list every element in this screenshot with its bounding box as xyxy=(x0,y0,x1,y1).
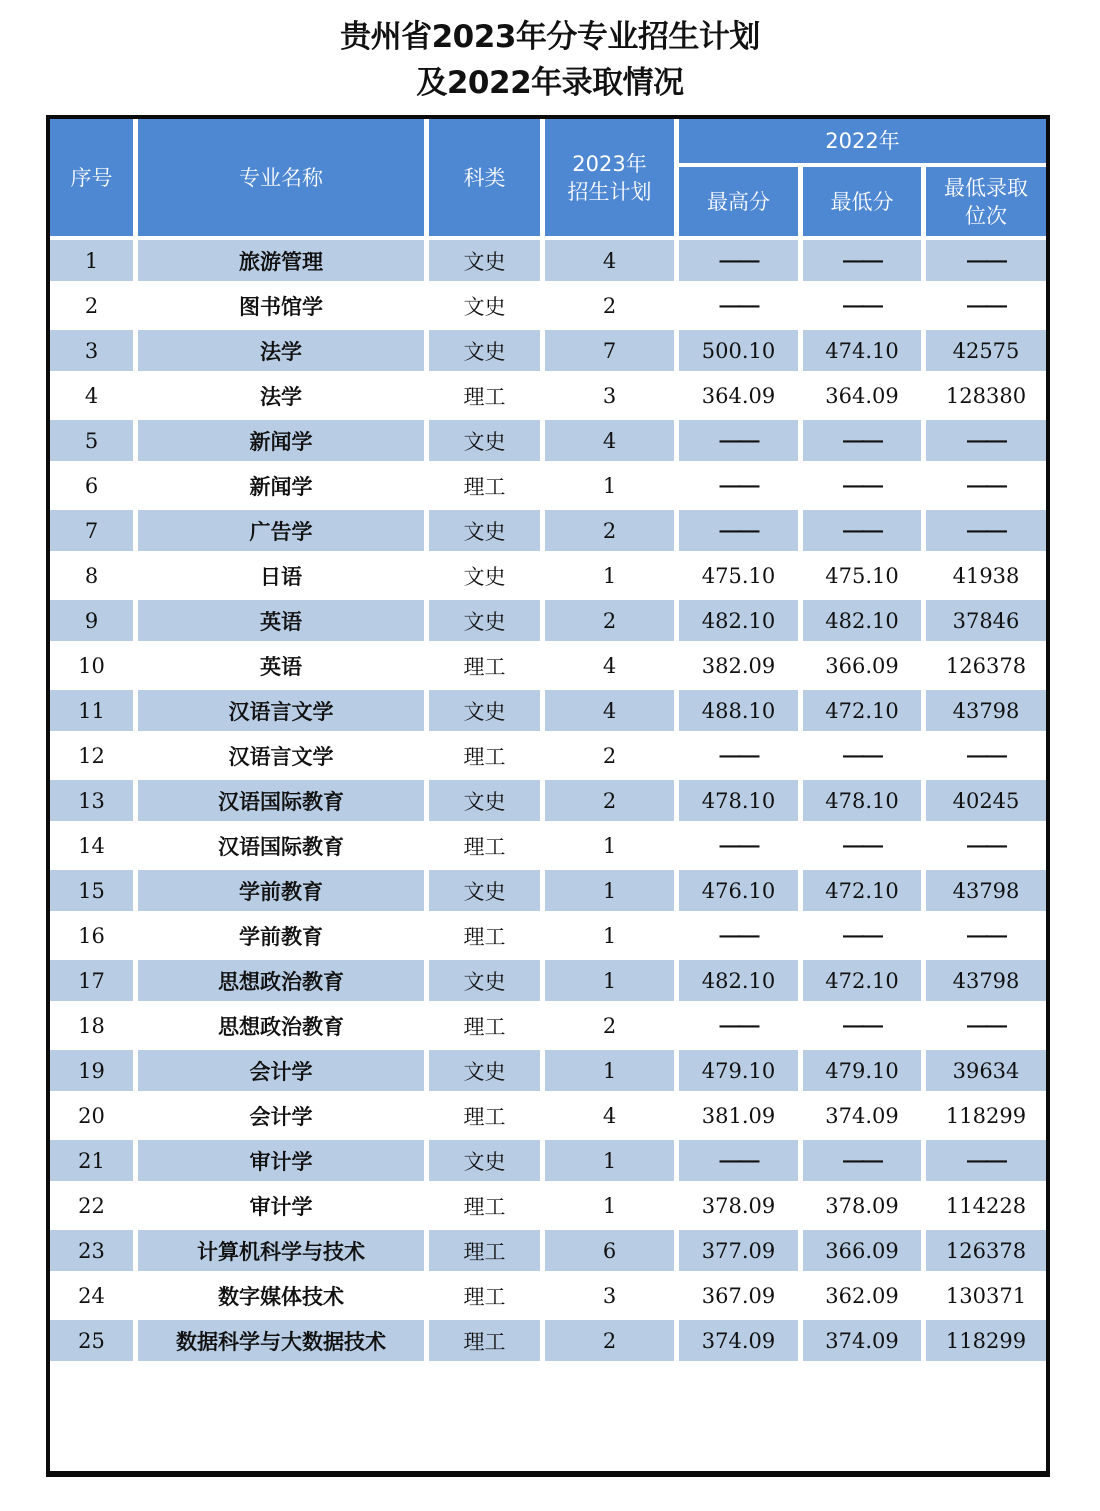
cell-min-score: 374.09 xyxy=(803,1320,921,1361)
cell-name: 数字媒体技术 xyxy=(138,1275,424,1316)
cell-category: 理工 xyxy=(429,645,540,686)
cell-seq: 22 xyxy=(50,1185,133,1226)
cell-category: 文史 xyxy=(429,1140,540,1181)
table-header xyxy=(50,119,1046,236)
cell-category: 理工 xyxy=(429,1185,540,1226)
cell-max-score: 482.10 xyxy=(679,960,798,1001)
cell-category: 理工 xyxy=(429,1275,540,1316)
table-row xyxy=(50,510,1046,551)
cell-name: 汉语国际教育 xyxy=(138,780,424,821)
header-max-score xyxy=(679,167,798,236)
cell-name: 思想政治教育 xyxy=(138,1005,424,1046)
cell-seq: 5 xyxy=(50,420,133,461)
header-group-2022-label: 2022年 xyxy=(825,129,900,153)
cell-min-score: —— xyxy=(803,1005,921,1046)
cell-plan: 4 xyxy=(545,420,674,461)
cell-plan: 6 xyxy=(545,1230,674,1271)
cell-max-score: 364.09 xyxy=(679,375,798,416)
cell-min-score: 362.09 xyxy=(803,1275,921,1316)
cell-min-score: —— xyxy=(803,465,921,506)
cell-name: 会计学 xyxy=(138,1050,424,1091)
cell-min-rank: 126378 xyxy=(926,645,1046,686)
cell-plan: 2 xyxy=(545,510,674,551)
cell-category: 文史 xyxy=(429,780,540,821)
cell-max-score: —— xyxy=(679,1140,798,1181)
cell-min-score: 472.10 xyxy=(803,690,921,731)
cell-min-score: —— xyxy=(803,240,921,281)
table-row xyxy=(50,1230,1046,1271)
cell-name: 英语 xyxy=(138,645,424,686)
cell-min-rank: —— xyxy=(926,1140,1046,1181)
cell-category: 文史 xyxy=(429,510,540,551)
table-row xyxy=(50,1140,1046,1181)
cell-min-score: 482.10 xyxy=(803,600,921,641)
table-row xyxy=(50,690,1046,731)
cell-min-score: 366.09 xyxy=(803,1230,921,1271)
cell-min-score: 472.10 xyxy=(803,870,921,911)
cell-plan: 4 xyxy=(545,645,674,686)
cell-plan: 4 xyxy=(545,690,674,731)
table-row xyxy=(50,1185,1046,1226)
cell-category: 理工 xyxy=(429,1005,540,1046)
cell-max-score: 367.09 xyxy=(679,1275,798,1316)
cell-name: 新闻学 xyxy=(138,465,424,506)
cell-seq: 15 xyxy=(50,870,133,911)
header-name-label: 专业名称 xyxy=(239,165,323,190)
header-group-2022 xyxy=(679,119,1046,163)
title-line-1: 贵州省2023年分专业招生计划 xyxy=(340,19,760,55)
cell-name: 思想政治教育 xyxy=(138,960,424,1001)
header-seq-label: 序号 xyxy=(70,165,113,190)
cell-plan: 1 xyxy=(545,555,674,596)
table-row xyxy=(50,285,1046,326)
cell-max-score: —— xyxy=(679,240,798,281)
table-row xyxy=(50,465,1046,506)
cell-plan: 1 xyxy=(545,465,674,506)
cell-plan: 2 xyxy=(545,600,674,641)
cell-plan: 1 xyxy=(545,915,674,956)
cell-min-score: 374.09 xyxy=(803,1095,921,1136)
table-row xyxy=(50,375,1046,416)
cell-max-score: 377.09 xyxy=(679,1230,798,1271)
cell-min-score: —— xyxy=(803,420,921,461)
cell-max-score: —— xyxy=(679,735,798,776)
header-min-rank xyxy=(926,167,1046,236)
cell-min-rank: 43798 xyxy=(926,960,1046,1001)
cell-name: 广告学 xyxy=(138,510,424,551)
cell-category: 文史 xyxy=(429,960,540,1001)
table-row xyxy=(50,780,1046,821)
cell-min-score: 378.09 xyxy=(803,1185,921,1226)
cell-min-score: —— xyxy=(803,510,921,551)
cell-seq: 19 xyxy=(50,1050,133,1091)
cell-min-rank: 37846 xyxy=(926,600,1046,641)
cell-min-rank: —— xyxy=(926,510,1046,551)
cell-min-rank: 126378 xyxy=(926,1230,1046,1271)
cell-max-score: 482.10 xyxy=(679,600,798,641)
cell-name: 计算机科学与技术 xyxy=(138,1230,424,1271)
cell-plan: 2 xyxy=(545,1005,674,1046)
cell-seq: 2 xyxy=(50,285,133,326)
cell-max-score: —— xyxy=(679,1005,798,1046)
cell-seq: 21 xyxy=(50,1140,133,1181)
cell-category: 理工 xyxy=(429,735,540,776)
table-row xyxy=(50,960,1046,1001)
cell-min-rank: —— xyxy=(926,285,1046,326)
table-row xyxy=(50,555,1046,596)
table-row xyxy=(50,600,1046,641)
cell-plan: 2 xyxy=(545,735,674,776)
cell-category: 文史 xyxy=(429,690,540,731)
cell-seq: 12 xyxy=(50,735,133,776)
table-row xyxy=(50,645,1046,686)
header-max-score-label: 最高分 xyxy=(707,189,770,214)
cell-min-score: 475.10 xyxy=(803,555,921,596)
cell-category: 理工 xyxy=(429,915,540,956)
cell-min-rank: —— xyxy=(926,735,1046,776)
cell-plan: 7 xyxy=(545,330,674,371)
cell-min-score: —— xyxy=(803,915,921,956)
cell-seq: 10 xyxy=(50,645,133,686)
cell-name: 汉语言文学 xyxy=(138,690,424,731)
cell-max-score: 479.10 xyxy=(679,1050,798,1091)
cell-category: 文史 xyxy=(429,555,540,596)
enrollment-table xyxy=(45,115,1051,1365)
table-row xyxy=(50,1095,1046,1136)
cell-max-score: 378.09 xyxy=(679,1185,798,1226)
cell-category: 文史 xyxy=(429,870,540,911)
cell-category: 理工 xyxy=(429,825,540,866)
cell-min-rank: —— xyxy=(926,465,1046,506)
header-seq xyxy=(50,119,133,236)
cell-min-rank: 114228 xyxy=(926,1185,1046,1226)
cell-seq: 20 xyxy=(50,1095,133,1136)
cell-seq: 1 xyxy=(50,240,133,281)
header-row-top xyxy=(50,119,1046,163)
cell-min-rank: 39634 xyxy=(926,1050,1046,1091)
cell-max-score: —— xyxy=(679,915,798,956)
cell-min-score: 366.09 xyxy=(803,645,921,686)
cell-seq: 14 xyxy=(50,825,133,866)
table-row xyxy=(50,1275,1046,1316)
cell-min-rank: —— xyxy=(926,825,1046,866)
cell-seq: 3 xyxy=(50,330,133,371)
cell-seq: 25 xyxy=(50,1320,133,1361)
cell-min-rank: 42575 xyxy=(926,330,1046,371)
cell-category: 理工 xyxy=(429,375,540,416)
cell-category: 文史 xyxy=(429,600,540,641)
header-plan-line1: 2023年 xyxy=(572,151,647,176)
cell-plan: 1 xyxy=(545,1050,674,1091)
cell-max-score: —— xyxy=(679,465,798,506)
table-row xyxy=(50,915,1046,956)
cell-max-score: —— xyxy=(679,420,798,461)
table-row xyxy=(50,330,1046,371)
cell-min-score: —— xyxy=(803,735,921,776)
cell-min-rank: —— xyxy=(926,240,1046,281)
cell-min-rank: 43798 xyxy=(926,870,1046,911)
cell-min-score: 474.10 xyxy=(803,330,921,371)
cell-seq: 17 xyxy=(50,960,133,1001)
cell-seq: 16 xyxy=(50,915,133,956)
cell-seq: 13 xyxy=(50,780,133,821)
cell-plan: 1 xyxy=(545,960,674,1001)
cell-plan: 3 xyxy=(545,375,674,416)
table-row xyxy=(50,240,1046,281)
cell-min-score: 478.10 xyxy=(803,780,921,821)
cell-min-score: 472.10 xyxy=(803,960,921,1001)
cell-name: 学前教育 xyxy=(138,915,424,956)
table-row xyxy=(50,1320,1046,1361)
table-row xyxy=(50,735,1046,776)
cell-max-score: —— xyxy=(679,285,798,326)
cell-max-score: 381.09 xyxy=(679,1095,798,1136)
header-min-rank-line2: 位次 xyxy=(965,203,1007,228)
cell-plan: 2 xyxy=(545,285,674,326)
cell-max-score: 475.10 xyxy=(679,555,798,596)
cell-plan: 2 xyxy=(545,1320,674,1361)
cell-min-score: —— xyxy=(803,1140,921,1181)
header-min-rank-line1: 最低录取 xyxy=(944,175,1028,200)
cell-name: 图书馆学 xyxy=(138,285,424,326)
cell-min-score: 479.10 xyxy=(803,1050,921,1091)
table-row xyxy=(50,420,1046,461)
cell-seq: 6 xyxy=(50,465,133,506)
cell-max-score: 374.09 xyxy=(679,1320,798,1361)
cell-min-rank: 118299 xyxy=(926,1320,1046,1361)
cell-category: 理工 xyxy=(429,1230,540,1271)
enrollment-table-container xyxy=(46,115,1050,1477)
cell-seq: 4 xyxy=(50,375,133,416)
cell-plan: 1 xyxy=(545,870,674,911)
cell-name: 英语 xyxy=(138,600,424,641)
cell-seq: 11 xyxy=(50,690,133,731)
cell-plan: 1 xyxy=(545,825,674,866)
cell-name: 会计学 xyxy=(138,1095,424,1136)
cell-min-rank: 118299 xyxy=(926,1095,1046,1136)
cell-category: 理工 xyxy=(429,1095,540,1136)
cell-min-score: 364.09 xyxy=(803,375,921,416)
cell-max-score: —— xyxy=(679,510,798,551)
cell-max-score: 500.10 xyxy=(679,330,798,371)
cell-seq: 8 xyxy=(50,555,133,596)
cell-seq: 9 xyxy=(50,600,133,641)
header-category-label: 科类 xyxy=(463,165,506,190)
cell-name: 旅游管理 xyxy=(138,240,424,281)
table-row xyxy=(50,870,1046,911)
cell-min-score: —— xyxy=(803,285,921,326)
table-row xyxy=(50,1005,1046,1046)
cell-plan: 3 xyxy=(545,1275,674,1316)
cell-category: 理工 xyxy=(429,1320,540,1361)
cell-name: 日语 xyxy=(138,555,424,596)
cell-category: 文史 xyxy=(429,420,540,461)
cell-max-score: 382.09 xyxy=(679,645,798,686)
cell-name: 审计学 xyxy=(138,1185,424,1226)
cell-min-rank: —— xyxy=(926,915,1046,956)
cell-seq: 24 xyxy=(50,1275,133,1316)
header-name xyxy=(138,119,424,236)
cell-name: 汉语国际教育 xyxy=(138,825,424,866)
cell-plan: 1 xyxy=(545,1185,674,1226)
cell-min-rank: 128380 xyxy=(926,375,1046,416)
cell-category: 文史 xyxy=(429,285,540,326)
header-category xyxy=(429,119,540,236)
cell-name: 法学 xyxy=(138,375,424,416)
cell-category: 文史 xyxy=(429,1050,540,1091)
page-title xyxy=(0,14,1100,106)
title-line-2: 及2022年录取情况 xyxy=(416,65,684,101)
cell-name: 汉语言文学 xyxy=(138,735,424,776)
table-body xyxy=(50,240,1046,1361)
cell-category: 理工 xyxy=(429,465,540,506)
cell-name: 新闻学 xyxy=(138,420,424,461)
cell-seq: 18 xyxy=(50,1005,133,1046)
cell-min-rank: —— xyxy=(926,1005,1046,1046)
cell-plan: 4 xyxy=(545,240,674,281)
cell-min-score: —— xyxy=(803,825,921,866)
cell-name: 审计学 xyxy=(138,1140,424,1181)
header-min-score xyxy=(803,167,921,236)
cell-max-score: —— xyxy=(679,825,798,866)
cell-name: 学前教育 xyxy=(138,870,424,911)
cell-plan: 1 xyxy=(545,1140,674,1181)
cell-plan: 4 xyxy=(545,1095,674,1136)
cell-seq: 7 xyxy=(50,510,133,551)
table-row xyxy=(50,1050,1046,1091)
cell-plan: 2 xyxy=(545,780,674,821)
cell-max-score: 478.10 xyxy=(679,780,798,821)
cell-category: 文史 xyxy=(429,240,540,281)
header-plan-line2: 招生计划 xyxy=(567,179,652,204)
cell-max-score: 476.10 xyxy=(679,870,798,911)
cell-min-rank: 41938 xyxy=(926,555,1046,596)
cell-max-score: 488.10 xyxy=(679,690,798,731)
cell-min-rank: 130371 xyxy=(926,1275,1046,1316)
cell-seq: 23 xyxy=(50,1230,133,1271)
cell-category: 文史 xyxy=(429,330,540,371)
cell-name: 数据科学与大数据技术 xyxy=(138,1320,424,1361)
cell-name: 法学 xyxy=(138,330,424,371)
cell-min-rank: —— xyxy=(926,420,1046,461)
header-plan-2023 xyxy=(545,119,674,236)
table-row xyxy=(50,825,1046,866)
cell-min-rank: 43798 xyxy=(926,690,1046,731)
cell-min-rank: 40245 xyxy=(926,780,1046,821)
header-min-score-label: 最低分 xyxy=(830,189,894,214)
